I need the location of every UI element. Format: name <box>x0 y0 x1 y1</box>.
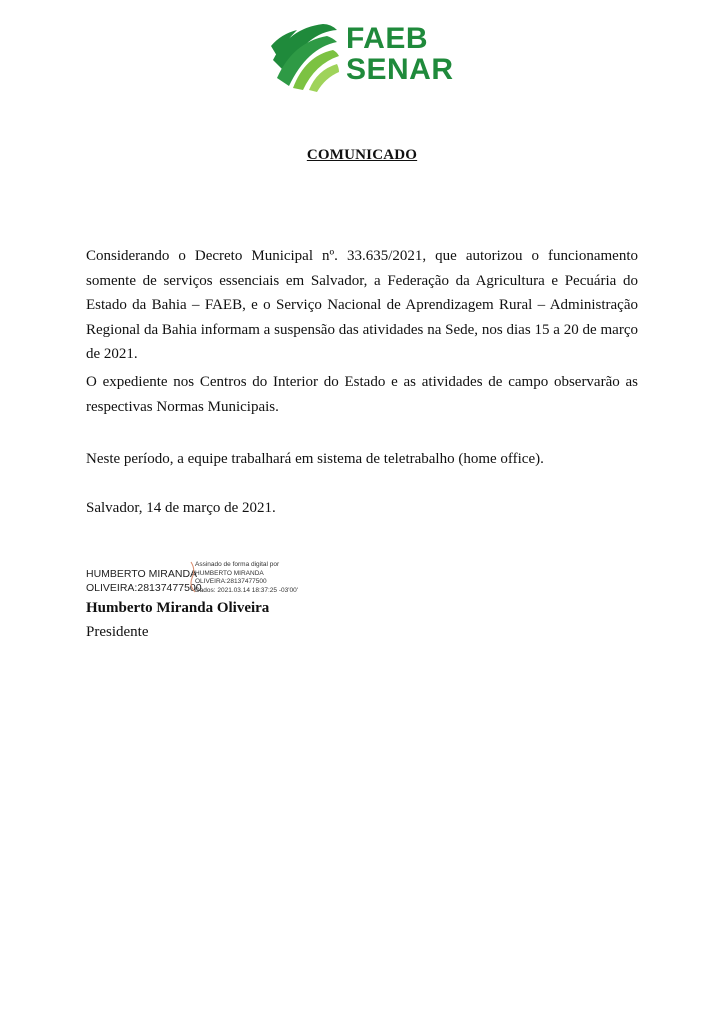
signer-name: Humberto Miranda Oliveira <box>86 600 270 616</box>
faeb-senar-logo <box>271 20 456 92</box>
paragraph-decree: Considerando o Decreto Municipal nº. 33.635/2021, que autorizou o funcionamento somente de serviços essenciais em Salvador, a Federação da Agricultura e Pecuária do Estado da Bahia – FAEB, e o Serviço Nacional de Aprendizagem Rural – Administração Regional da Bahia informam a suspensão das atividades na Sede, nos dias 15 a 20 de março de 2021. <box>86 248 638 362</box>
date-line: Salvador, 14 de março de 2021. <box>86 500 276 516</box>
signer-role: Presidente <box>86 624 149 640</box>
logo-wordmark <box>346 23 454 85</box>
signature-detail-line-2: HUMBERTO MIRANDA <box>195 569 264 577</box>
signature-detail-line-1: Assinado de forma digital por <box>195 561 280 568</box>
digital-signature-block <box>86 560 326 600</box>
signature-certificate-name <box>86 567 202 595</box>
paragraph-teleworking: Neste período, a equipe trabalhará em sistema de teletrabalho (home office). <box>86 451 544 467</box>
signature-name-line-1: HUMBERTO MIRANDA <box>86 568 198 580</box>
logo-line-senar: SENAR <box>346 53 454 86</box>
leaf-emblem-icon <box>271 20 341 92</box>
document-title: COMUNICADO <box>306 147 418 163</box>
signature-detail-line-4: Dados: 2021.03.14 18:37:25 -03'00' <box>195 586 298 594</box>
paragraph-interior-centers: O expediente nos Centros do Interior do Estado e as atividades de campo observarão as respectivas Normas Municipais. <box>86 374 638 415</box>
logo-line-faeb: FAEB <box>346 22 429 55</box>
signature-name-line-2: OLIVEIRA:28137477500 <box>86 582 202 594</box>
signature-details <box>195 561 298 595</box>
signature-detail-line-3: OLIVEIRA:28137477500 <box>195 578 267 586</box>
